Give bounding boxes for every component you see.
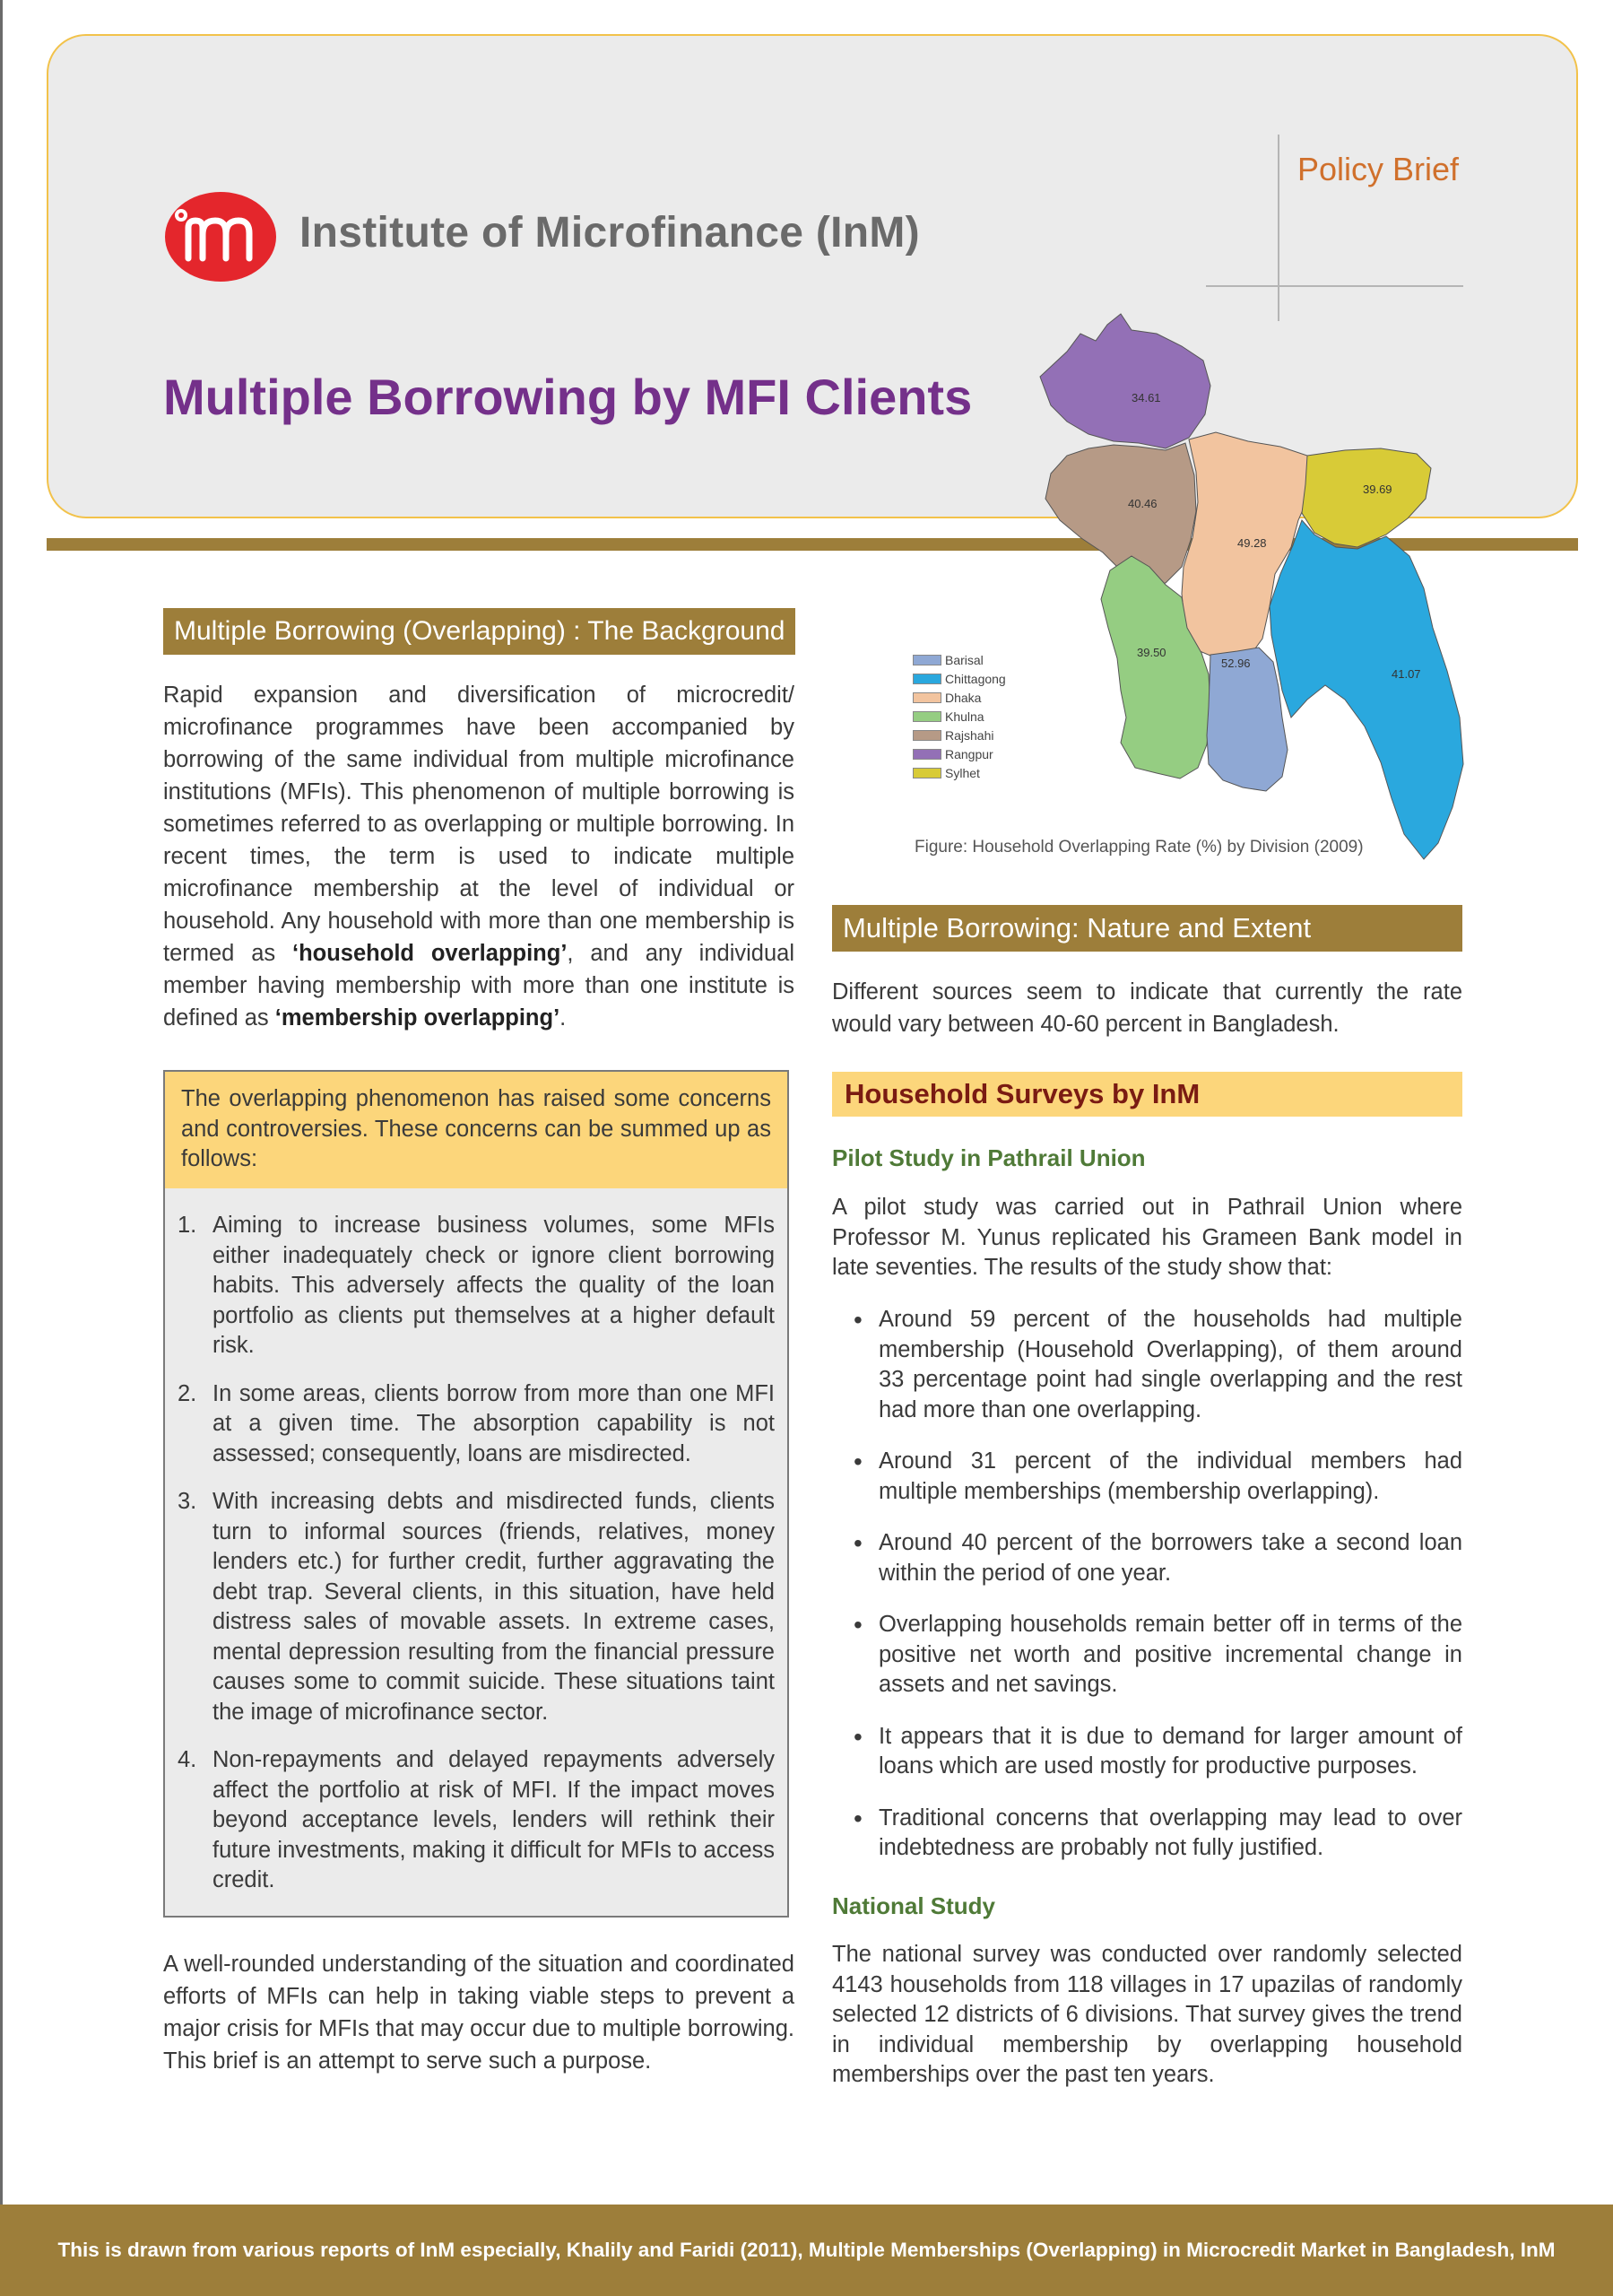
legend-swatch-rangpur bbox=[913, 749, 941, 760]
legend-label-khulna: Khulna bbox=[945, 709, 984, 724]
legend-label-barisal: Barisal bbox=[945, 653, 984, 667]
page-title: Multiple Borrowing by MFI Clients bbox=[163, 369, 973, 425]
concern-text: In some areas, clients borrow from more than one MFI at a given time. The absorption capability is not assessed; consequently, loans are misdirected. bbox=[212, 1380, 775, 1466]
concern-text: Aiming to increase business volumes, some MFIs either inadequately check or ignore client borrowing habits. This adversely affects the quality of the loan portfolio as clients put themselves at a higher default risk. bbox=[212, 1213, 775, 1358]
legend-swatch-dhaka bbox=[913, 692, 941, 703]
concerns-list bbox=[165, 1211, 775, 1896]
household-overlapping-term: ‘household overlapping’ bbox=[291, 941, 568, 966]
finding-item: • Traditional concerns that overlapping may lead to over indebtedness are probably not fully justified. bbox=[832, 1804, 1462, 1864]
map-region-sylhet bbox=[1302, 448, 1431, 547]
map-value-rangpur: 34.61 bbox=[1132, 391, 1161, 404]
pilot-findings-list bbox=[832, 1305, 1462, 1864]
map-value-chittagong: 41.07 bbox=[1392, 667, 1421, 681]
header-vertical-rule bbox=[1278, 135, 1279, 321]
background-heading: Multiple Borrowing (Overlapping) : The Background bbox=[163, 608, 795, 655]
header-horizontal-rule bbox=[1206, 285, 1463, 287]
concerns-list-container bbox=[165, 1211, 775, 1914]
finding-item: • Around 40 percent of the borrowers take a second loan within the period of one year. bbox=[832, 1528, 1462, 1588]
map-value-khulna: 39.50 bbox=[1137, 646, 1166, 659]
background-text-3: . bbox=[559, 1005, 567, 1031]
concern-text: With increasing debts and misdirected funds, clients turn to informal sources (friends, relatives, money lenders etc.) for further credit, further aggravating the debt trap. Several clients, in this situation, have held distress sales of movable assets. In extreme cases, mental depression resulting from the financial pressure causes some to commit suicide. These situations taint the image of microfinance sector. bbox=[212, 1489, 775, 1725]
legend-swatch-chittagong bbox=[913, 674, 941, 684]
finding-item: • Overlapping households remain better off in terms of the positive net worth and positive incremental change in assets and net savings. bbox=[832, 1610, 1462, 1700]
bangladesh-division-map bbox=[1022, 305, 1488, 870]
legend-label-rangpur: Rangpur bbox=[945, 747, 993, 761]
legend-label-dhaka: Dhaka bbox=[945, 691, 982, 705]
concern-number: 3. bbox=[178, 1489, 197, 1514]
pilot-study-paragraph: A pilot study was carried out in Pathrail Union where Professor M. Yunus replicated his Grameen Bank model in late seventies. The results of the study show that: bbox=[832, 1195, 1462, 1280]
organization-name: Institute of Microfinance (InM) bbox=[299, 209, 920, 257]
legend-swatch-barisal bbox=[913, 655, 941, 665]
map-region-chittagong bbox=[1270, 520, 1463, 859]
concern-number: 4. bbox=[178, 1747, 197, 1772]
policy-brief-label: Policy Brief bbox=[1297, 151, 1460, 187]
page-left-rule bbox=[0, 0, 3, 2296]
concern-item bbox=[165, 1745, 775, 1896]
finding-item: • Around 31 percent of the individual members had multiple memberships (membership overlapping). bbox=[832, 1447, 1462, 1507]
legend-swatch-rajshahi bbox=[913, 730, 941, 741]
map-value-dhaka: 49.28 bbox=[1237, 536, 1267, 550]
concerns-box-intro bbox=[165, 1072, 787, 1188]
concern-item bbox=[165, 1211, 775, 1361]
map-value-rajshahi: 40.46 bbox=[1128, 497, 1158, 510]
nature-paragraph: Different sources seem to indicate that currently the rate would vary between 40-60 percent in Bangladesh. bbox=[832, 979, 1462, 1037]
background-text-1: Rapid expansion and diversification of microcredit/ microfinance programmes have been accompanied by borrowing of the same individual from multiple microfinance institutions (MFIs). This phenomenon of multiple borrowing is sometimes referred to as overlapping or multiple borrowing. In recent times, the term is used to indicate multiple microfinance membership at the level of individual or household. Any household with more than one membership is termed as bbox=[163, 683, 794, 966]
surveys-heading: Household Surveys by InM bbox=[832, 1072, 1462, 1117]
concerns-intro-text: The overlapping phenomenon has raised some concerns and controversies. These concerns can be summed up as follows: bbox=[181, 1086, 771, 1171]
legend-label-rajshahi: Rajshahi bbox=[945, 728, 994, 743]
concern-number: 1. bbox=[178, 1213, 197, 1238]
concern-number: 2. bbox=[178, 1380, 197, 1406]
footer-source-note: This is drawn from various reports of InM especially, Khalily and Faridi (2011), Multiple Memberships (Overlapping) in Microcredit Market in Bangladesh, InM bbox=[0, 2205, 1613, 2296]
finding-item: • Around 59 percent of the households had multiple membership (Household Overlapping), of them around 33 percentage point had single overlapping and the rest had more than one overlapping. bbox=[832, 1305, 1462, 1425]
pilot-findings-container bbox=[832, 1305, 1462, 1885]
legend-label-sylhet: Sylhet bbox=[945, 766, 980, 780]
map-value-barisal: 52.96 bbox=[1221, 657, 1251, 670]
closing-paragraph: A well-rounded understanding of the situation and coordinated efforts of MFIs can help in taking viable steps to prevent a major crisis for MFIs that may occur due to multiple borrowing. This brief is an attempt to serve such a purpose. bbox=[163, 1952, 794, 2074]
finding-item: • It appears that it is due to demand for larger amount of loans which are used mostly for productive purposes. bbox=[832, 1722, 1462, 1782]
background-paragraph bbox=[163, 679, 794, 1034]
map-region-rangpur bbox=[1040, 314, 1210, 448]
pilot-study-heading: Pilot Study in Pathrail Union bbox=[832, 1144, 1146, 1171]
concern-item bbox=[165, 1487, 775, 1727]
legend-swatch-khulna bbox=[913, 711, 941, 722]
legend-swatch-sylhet bbox=[913, 768, 941, 778]
background-text-2: , and any individual member having membership with more than one institute is defined as bbox=[163, 941, 794, 1031]
national-study-paragraph: The national survey was conducted over randomly selected 4143 households from 118 villages in 17 upazilas of randomly selected 12 districts of 6 divisions. That survey gives the trend in individual membership by overlapping household memberships over the past ten years. bbox=[832, 1942, 1462, 2087]
map-value-sylhet: 39.69 bbox=[1363, 483, 1392, 496]
concern-text: Non-repayments and delayed repayments adversely affect the portfolio at risk of MFI. If the impact moves beyond acceptance levels, lenders will rethink their future investments, making it difficult for MFIs to access credit. bbox=[212, 1747, 775, 1892]
membership-overlapping-term: ‘membership overlapping’ bbox=[274, 1005, 560, 1031]
concern-item bbox=[165, 1379, 775, 1470]
inm-logo-icon bbox=[161, 190, 276, 283]
nature-heading: Multiple Borrowing: Nature and Extent bbox=[832, 905, 1462, 952]
legend-label-chittagong: Chittagong bbox=[945, 672, 1006, 686]
map-legend bbox=[913, 653, 1056, 787]
figure-caption: Figure: Household Overlapping Rate (%) by Division (2009) bbox=[915, 838, 1364, 857]
national-study-heading: National Study bbox=[832, 1892, 996, 1919]
